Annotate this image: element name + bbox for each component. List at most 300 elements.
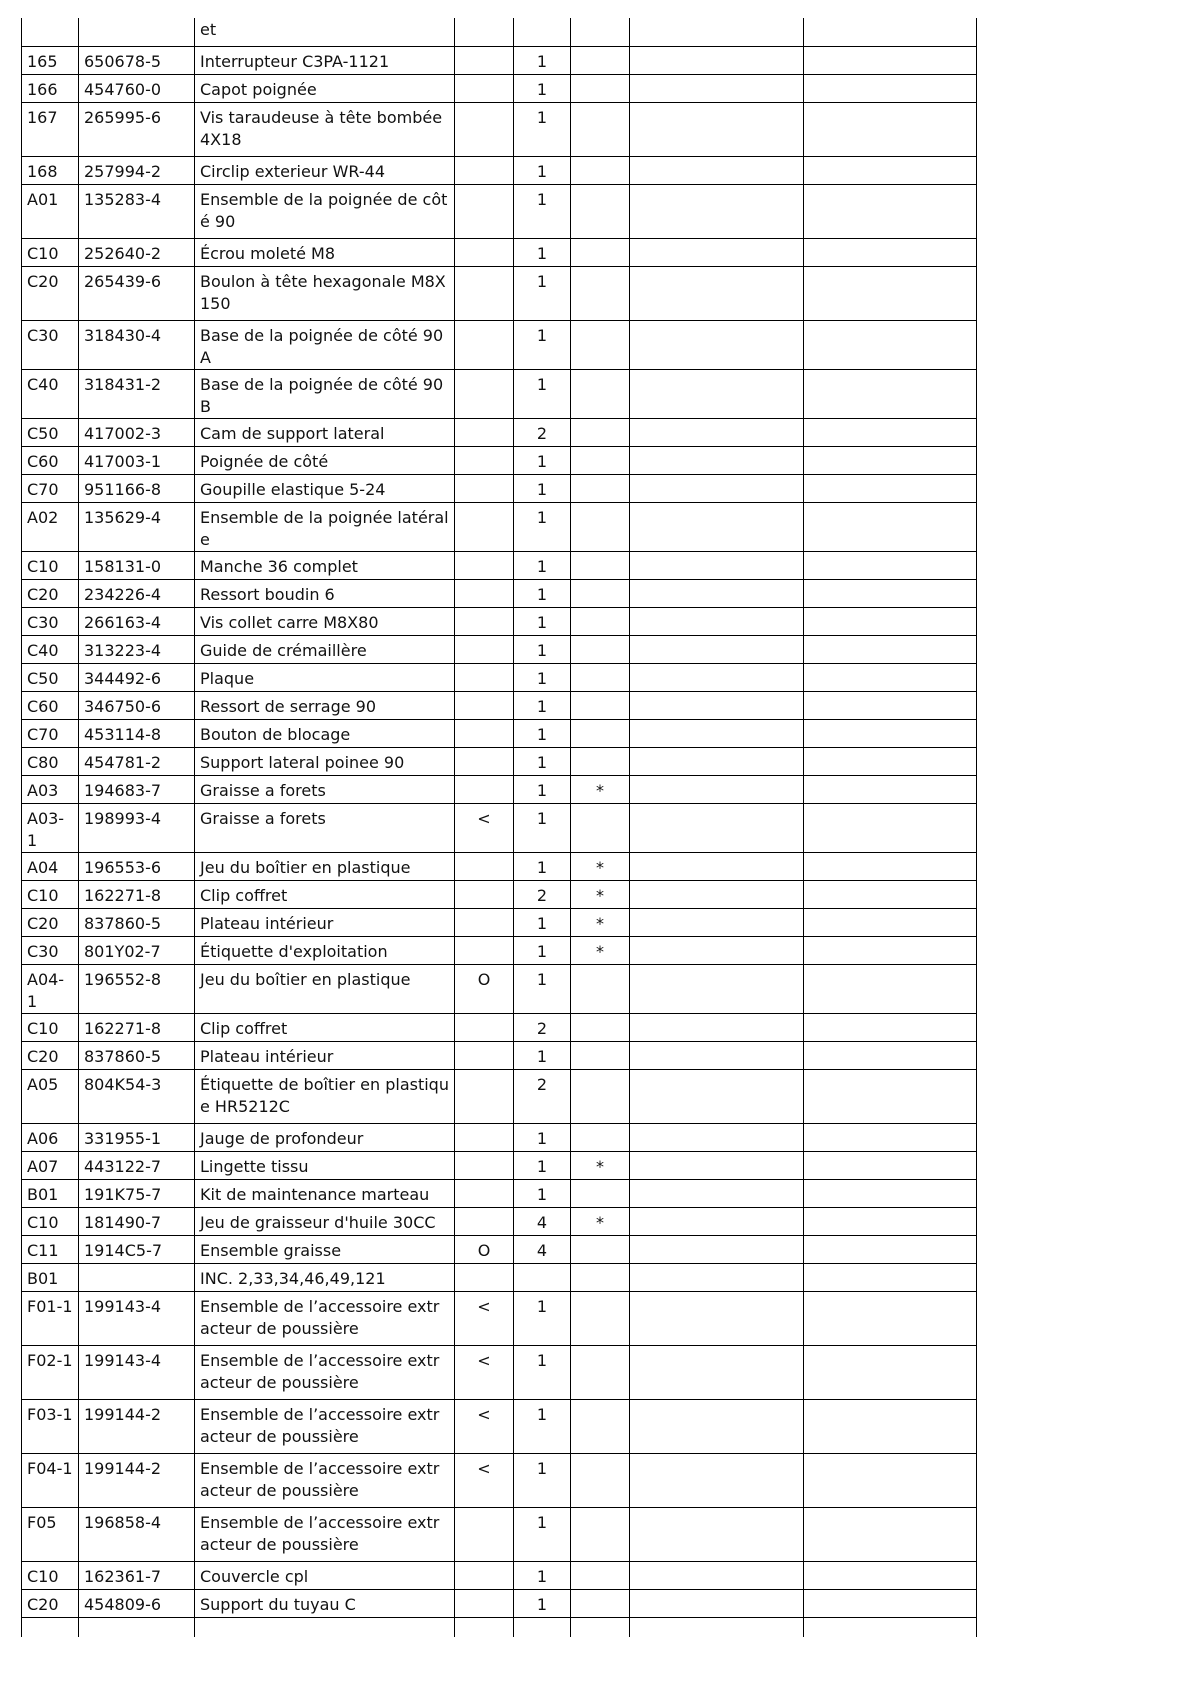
blank-cell — [804, 446, 977, 474]
part-number — [79, 18, 195, 46]
table-row — [22, 1263, 977, 1291]
note-mark: * — [571, 1151, 630, 1179]
description: Circlip exterieur WR-44 — [195, 156, 455, 184]
blank-cell — [804, 46, 977, 74]
blank-cell — [630, 1041, 804, 1069]
part-number: 837860-5 — [79, 908, 195, 936]
blank-cell — [630, 1207, 804, 1235]
change-mark — [455, 156, 514, 184]
description: Ensemble de l’accessoire extracteur de poussière — [195, 1453, 455, 1507]
part-number: 196858-4 — [79, 1507, 195, 1561]
note-mark — [571, 266, 630, 320]
change-mark — [455, 908, 514, 936]
note-mark — [571, 635, 630, 663]
note-mark — [571, 418, 630, 446]
table-row — [22, 1399, 977, 1453]
quantity — [514, 1617, 571, 1637]
item-number — [22, 1617, 79, 1637]
blank-cell — [804, 803, 977, 852]
blank-cell — [804, 1345, 977, 1399]
item-number: F04-1 — [22, 1453, 79, 1507]
note-mark — [571, 1263, 630, 1291]
part-number: 331955-1 — [79, 1123, 195, 1151]
change-mark — [455, 46, 514, 74]
part-number: 198993-4 — [79, 803, 195, 852]
table-row — [22, 1589, 977, 1617]
item-number: F02-1 — [22, 1345, 79, 1399]
change-mark — [455, 1041, 514, 1069]
blank-cell — [804, 551, 977, 579]
table-row — [22, 775, 977, 803]
blank-cell — [630, 238, 804, 266]
description: INC. 2,33,34,46,49,121 — [195, 1263, 455, 1291]
blank-cell — [804, 1507, 977, 1561]
blank-cell — [804, 1399, 977, 1453]
blank-cell — [630, 418, 804, 446]
change-mark — [455, 1069, 514, 1123]
description: Ensemble graisse — [195, 1235, 455, 1263]
description: Clip coffret — [195, 880, 455, 908]
note-mark — [571, 446, 630, 474]
note-mark — [571, 184, 630, 238]
part-number: 344492-6 — [79, 663, 195, 691]
quantity: 1 — [514, 1151, 571, 1179]
note-mark — [571, 1235, 630, 1263]
note-mark — [571, 1069, 630, 1123]
description: Ensemble de l’accessoire extracteur de poussière — [195, 1399, 455, 1453]
quantity: 1 — [514, 1123, 571, 1151]
quantity: 2 — [514, 880, 571, 908]
description: Vis collet carre M8X80 — [195, 607, 455, 635]
quantity: 1 — [514, 579, 571, 607]
change-mark — [455, 320, 514, 369]
blank-cell — [804, 1561, 977, 1589]
table-row — [22, 1123, 977, 1151]
quantity: 1 — [514, 369, 571, 418]
blank-cell — [630, 46, 804, 74]
item-number: C10 — [22, 880, 79, 908]
description: Capot poignée — [195, 74, 455, 102]
note-mark: * — [571, 936, 630, 964]
blank-cell — [804, 1235, 977, 1263]
quantity: 1 — [514, 775, 571, 803]
description: Bouton de blocage — [195, 719, 455, 747]
quantity: 1 — [514, 551, 571, 579]
item-number: 168 — [22, 156, 79, 184]
blank-cell — [804, 964, 977, 1013]
blank-cell — [630, 719, 804, 747]
part-number: 265995-6 — [79, 102, 195, 156]
quantity: 2 — [514, 1069, 571, 1123]
part-number: 181490-7 — [79, 1207, 195, 1235]
item-number: A02 — [22, 502, 79, 551]
table-row — [22, 1207, 977, 1235]
change-mark — [455, 1151, 514, 1179]
description: Ensemble de l’accessoire extracteur de poussière — [195, 1345, 455, 1399]
item-number: A04 — [22, 852, 79, 880]
item-number: C40 — [22, 369, 79, 418]
part-number: 650678-5 — [79, 46, 195, 74]
change-mark — [455, 474, 514, 502]
change-mark — [455, 579, 514, 607]
blank-cell — [630, 369, 804, 418]
blank-cell — [630, 1399, 804, 1453]
change-mark — [455, 1617, 514, 1637]
change-mark — [455, 74, 514, 102]
description: Base de la poignée de côté 90A — [195, 320, 455, 369]
item-number: 167 — [22, 102, 79, 156]
note-mark — [571, 803, 630, 852]
quantity: 1 — [514, 1041, 571, 1069]
blank-cell — [804, 852, 977, 880]
note-mark — [571, 74, 630, 102]
blank-cell — [804, 691, 977, 719]
change-mark — [455, 1507, 514, 1561]
blank-cell — [804, 1013, 977, 1041]
note-mark — [571, 502, 630, 551]
part-number: 135629-4 — [79, 502, 195, 551]
item-number: C60 — [22, 691, 79, 719]
quantity: 1 — [514, 502, 571, 551]
blank-cell — [804, 18, 977, 46]
part-number: 257994-2 — [79, 156, 195, 184]
description: Ensemble de l’accessoire extracteur de poussière — [195, 1507, 455, 1561]
change-mark — [455, 691, 514, 719]
description: Cam de support lateral — [195, 418, 455, 446]
description: Boulon à tête hexagonale M8X150 — [195, 266, 455, 320]
blank-cell — [630, 1069, 804, 1123]
change-mark — [455, 551, 514, 579]
item-number — [22, 18, 79, 46]
table-row — [22, 936, 977, 964]
blank-cell — [804, 908, 977, 936]
blank-cell — [630, 775, 804, 803]
quantity: 1 — [514, 803, 571, 852]
part-number: 454760-0 — [79, 74, 195, 102]
item-number: C20 — [22, 908, 79, 936]
blank-cell — [804, 502, 977, 551]
change-mark — [455, 446, 514, 474]
table-row — [22, 1453, 977, 1507]
blank-cell — [630, 1453, 804, 1507]
table-row — [22, 102, 977, 156]
item-number: C40 — [22, 635, 79, 663]
quantity: 1 — [514, 936, 571, 964]
table-row — [22, 803, 977, 852]
item-number: C80 — [22, 747, 79, 775]
quantity: 1 — [514, 719, 571, 747]
table-row — [22, 238, 977, 266]
note-mark — [571, 369, 630, 418]
table-row — [22, 908, 977, 936]
description: Support du tuyau C — [195, 1589, 455, 1617]
note-mark — [571, 1617, 630, 1637]
change-mark: O — [455, 964, 514, 1013]
table-row — [22, 474, 977, 502]
item-number: C30 — [22, 320, 79, 369]
blank-cell — [630, 579, 804, 607]
part-number: 158131-0 — [79, 551, 195, 579]
description: Clip coffret — [195, 1013, 455, 1041]
quantity: 1 — [514, 474, 571, 502]
table-row — [22, 502, 977, 551]
table-row — [22, 852, 977, 880]
blank-cell — [804, 1151, 977, 1179]
blank-cell — [804, 635, 977, 663]
description: Poignée de côté — [195, 446, 455, 474]
note-mark — [571, 102, 630, 156]
quantity: 2 — [514, 1013, 571, 1041]
blank-cell — [630, 1345, 804, 1399]
part-number: 417003-1 — [79, 446, 195, 474]
blank-cell — [804, 607, 977, 635]
quantity: 1 — [514, 964, 571, 1013]
note-mark — [571, 320, 630, 369]
part-number: 162361-7 — [79, 1561, 195, 1589]
quantity: 1 — [514, 1179, 571, 1207]
description: Guide de crémaillère — [195, 635, 455, 663]
item-number: C10 — [22, 551, 79, 579]
description: Ensemble de la poignée de côté 90 — [195, 184, 455, 238]
table-row — [22, 184, 977, 238]
blank-cell — [804, 156, 977, 184]
description: Étiquette d'exploitation — [195, 936, 455, 964]
item-number: B01 — [22, 1263, 79, 1291]
item-number: A03 — [22, 775, 79, 803]
item-number: C70 — [22, 719, 79, 747]
part-number: 417002-3 — [79, 418, 195, 446]
table-row — [22, 579, 977, 607]
part-number: 191K75-7 — [79, 1179, 195, 1207]
item-number: B01 — [22, 1179, 79, 1207]
change-mark — [455, 502, 514, 551]
note-mark — [571, 691, 630, 719]
description: Kit de maintenance marteau — [195, 1179, 455, 1207]
change-mark — [455, 1013, 514, 1041]
note-mark — [571, 1561, 630, 1589]
part-number: 162271-8 — [79, 1013, 195, 1041]
blank-cell — [630, 446, 804, 474]
note-mark — [571, 238, 630, 266]
quantity: 1 — [514, 852, 571, 880]
quantity: 1 — [514, 1399, 571, 1453]
part-number: 318430-4 — [79, 320, 195, 369]
blank-cell — [630, 1151, 804, 1179]
description: Base de la poignée de côté 90B — [195, 369, 455, 418]
table-row — [22, 551, 977, 579]
part-number: 199143-4 — [79, 1345, 195, 1399]
item-number: F01-1 — [22, 1291, 79, 1345]
item-number: C20 — [22, 579, 79, 607]
note-mark — [571, 1589, 630, 1617]
change-mark — [455, 238, 514, 266]
blank-cell — [804, 663, 977, 691]
item-number: A03-1 — [22, 803, 79, 852]
blank-cell — [630, 156, 804, 184]
note-mark — [571, 579, 630, 607]
description: Ressort de serrage 90 — [195, 691, 455, 719]
change-mark — [455, 747, 514, 775]
blank-cell — [630, 964, 804, 1013]
note-mark — [571, 719, 630, 747]
blank-cell — [630, 184, 804, 238]
change-mark: < — [455, 1291, 514, 1345]
blank-cell — [804, 747, 977, 775]
change-mark — [455, 936, 514, 964]
quantity: 1 — [514, 238, 571, 266]
part-number — [79, 1617, 195, 1637]
blank-cell — [630, 1013, 804, 1041]
blank-cell — [804, 266, 977, 320]
description: Jeu du boîtier en plastique — [195, 964, 455, 1013]
note-mark — [571, 1179, 630, 1207]
change-mark — [455, 102, 514, 156]
change-mark: < — [455, 1399, 514, 1453]
change-mark — [455, 635, 514, 663]
quantity: 1 — [514, 607, 571, 635]
blank-cell — [630, 852, 804, 880]
part-number: 453114-8 — [79, 719, 195, 747]
part-number: 346750-6 — [79, 691, 195, 719]
blank-cell — [804, 579, 977, 607]
item-number: C30 — [22, 936, 79, 964]
quantity: 1 — [514, 1345, 571, 1399]
note-mark — [571, 156, 630, 184]
change-mark — [455, 1123, 514, 1151]
note-mark — [571, 747, 630, 775]
table-row — [22, 369, 977, 418]
change-mark — [455, 719, 514, 747]
blank-cell — [630, 936, 804, 964]
quantity: 1 — [514, 1291, 571, 1345]
part-number: 234226-4 — [79, 579, 195, 607]
part-number: 196552-8 — [79, 964, 195, 1013]
quantity: 1 — [514, 46, 571, 74]
note-mark — [571, 1399, 630, 1453]
change-mark — [455, 1207, 514, 1235]
item-number: C50 — [22, 418, 79, 446]
note-mark — [571, 18, 630, 46]
quantity: 1 — [514, 266, 571, 320]
part-number: 454809-6 — [79, 1589, 195, 1617]
quantity: 4 — [514, 1235, 571, 1263]
note-mark: * — [571, 775, 630, 803]
part-number: 318431-2 — [79, 369, 195, 418]
table-row — [22, 1013, 977, 1041]
table-row — [22, 46, 977, 74]
quantity: 1 — [514, 908, 571, 936]
item-number: C20 — [22, 1041, 79, 1069]
change-mark: < — [455, 803, 514, 852]
part-number: 951166-8 — [79, 474, 195, 502]
blank-cell — [804, 1041, 977, 1069]
part-number: 266163-4 — [79, 607, 195, 635]
item-number: C11 — [22, 1235, 79, 1263]
description: Interrupteur C3PA-1121 — [195, 46, 455, 74]
blank-cell — [630, 266, 804, 320]
note-mark: * — [571, 852, 630, 880]
table-row — [22, 635, 977, 663]
note-mark — [571, 663, 630, 691]
table-row — [22, 1561, 977, 1589]
item-number: C10 — [22, 1561, 79, 1589]
blank-cell — [804, 238, 977, 266]
quantity: 1 — [514, 102, 571, 156]
blank-cell — [804, 880, 977, 908]
blank-cell — [630, 551, 804, 579]
item-number: 165 — [22, 46, 79, 74]
blank-cell — [804, 184, 977, 238]
blank-cell — [630, 1123, 804, 1151]
blank-cell — [804, 1263, 977, 1291]
change-mark — [455, 369, 514, 418]
blank-cell — [630, 320, 804, 369]
table-row — [22, 1507, 977, 1561]
change-mark — [455, 1589, 514, 1617]
blank-cell — [630, 1617, 804, 1637]
table-row — [22, 1235, 977, 1263]
description: Ensemble de la poignée latérale — [195, 502, 455, 551]
blank-cell — [804, 1179, 977, 1207]
table-row — [22, 74, 977, 102]
change-mark — [455, 184, 514, 238]
note-mark — [571, 46, 630, 74]
item-number: 166 — [22, 74, 79, 102]
table-row — [22, 320, 977, 369]
blank-cell — [630, 1263, 804, 1291]
description: Lingette tissu — [195, 1151, 455, 1179]
quantity — [514, 1263, 571, 1291]
blank-cell — [804, 74, 977, 102]
description: Plaque — [195, 663, 455, 691]
blank-cell — [804, 1123, 977, 1151]
change-mark — [455, 852, 514, 880]
quantity: 1 — [514, 1561, 571, 1589]
table-row — [22, 1291, 977, 1345]
part-number: 313223-4 — [79, 635, 195, 663]
item-number: A05 — [22, 1069, 79, 1123]
parts-table-body — [22, 18, 977, 1637]
table-row — [22, 691, 977, 719]
part-number: 265439-6 — [79, 266, 195, 320]
quantity: 1 — [514, 635, 571, 663]
quantity: 1 — [514, 1507, 571, 1561]
table-row — [22, 607, 977, 635]
quantity: 2 — [514, 418, 571, 446]
table-row — [22, 446, 977, 474]
change-mark — [455, 18, 514, 46]
item-number: C20 — [22, 1589, 79, 1617]
note-mark — [571, 607, 630, 635]
item-number: C60 — [22, 446, 79, 474]
quantity — [514, 18, 571, 46]
blank-cell — [630, 635, 804, 663]
note-mark — [571, 1013, 630, 1041]
note-mark — [571, 964, 630, 1013]
description: Vis taraudeuse à tête bombée 4X18 — [195, 102, 455, 156]
part-number: 199143-4 — [79, 1291, 195, 1345]
description: Étiquette de boîtier en plastique HR5212C — [195, 1069, 455, 1123]
change-mark — [455, 880, 514, 908]
part-number: 443122-7 — [79, 1151, 195, 1179]
blank-cell — [630, 1589, 804, 1617]
part-number: 1914C5-7 — [79, 1235, 195, 1263]
blank-cell — [630, 102, 804, 156]
table-row — [22, 1617, 977, 1637]
blank-cell — [804, 1617, 977, 1637]
blank-cell — [630, 691, 804, 719]
quantity: 1 — [514, 184, 571, 238]
